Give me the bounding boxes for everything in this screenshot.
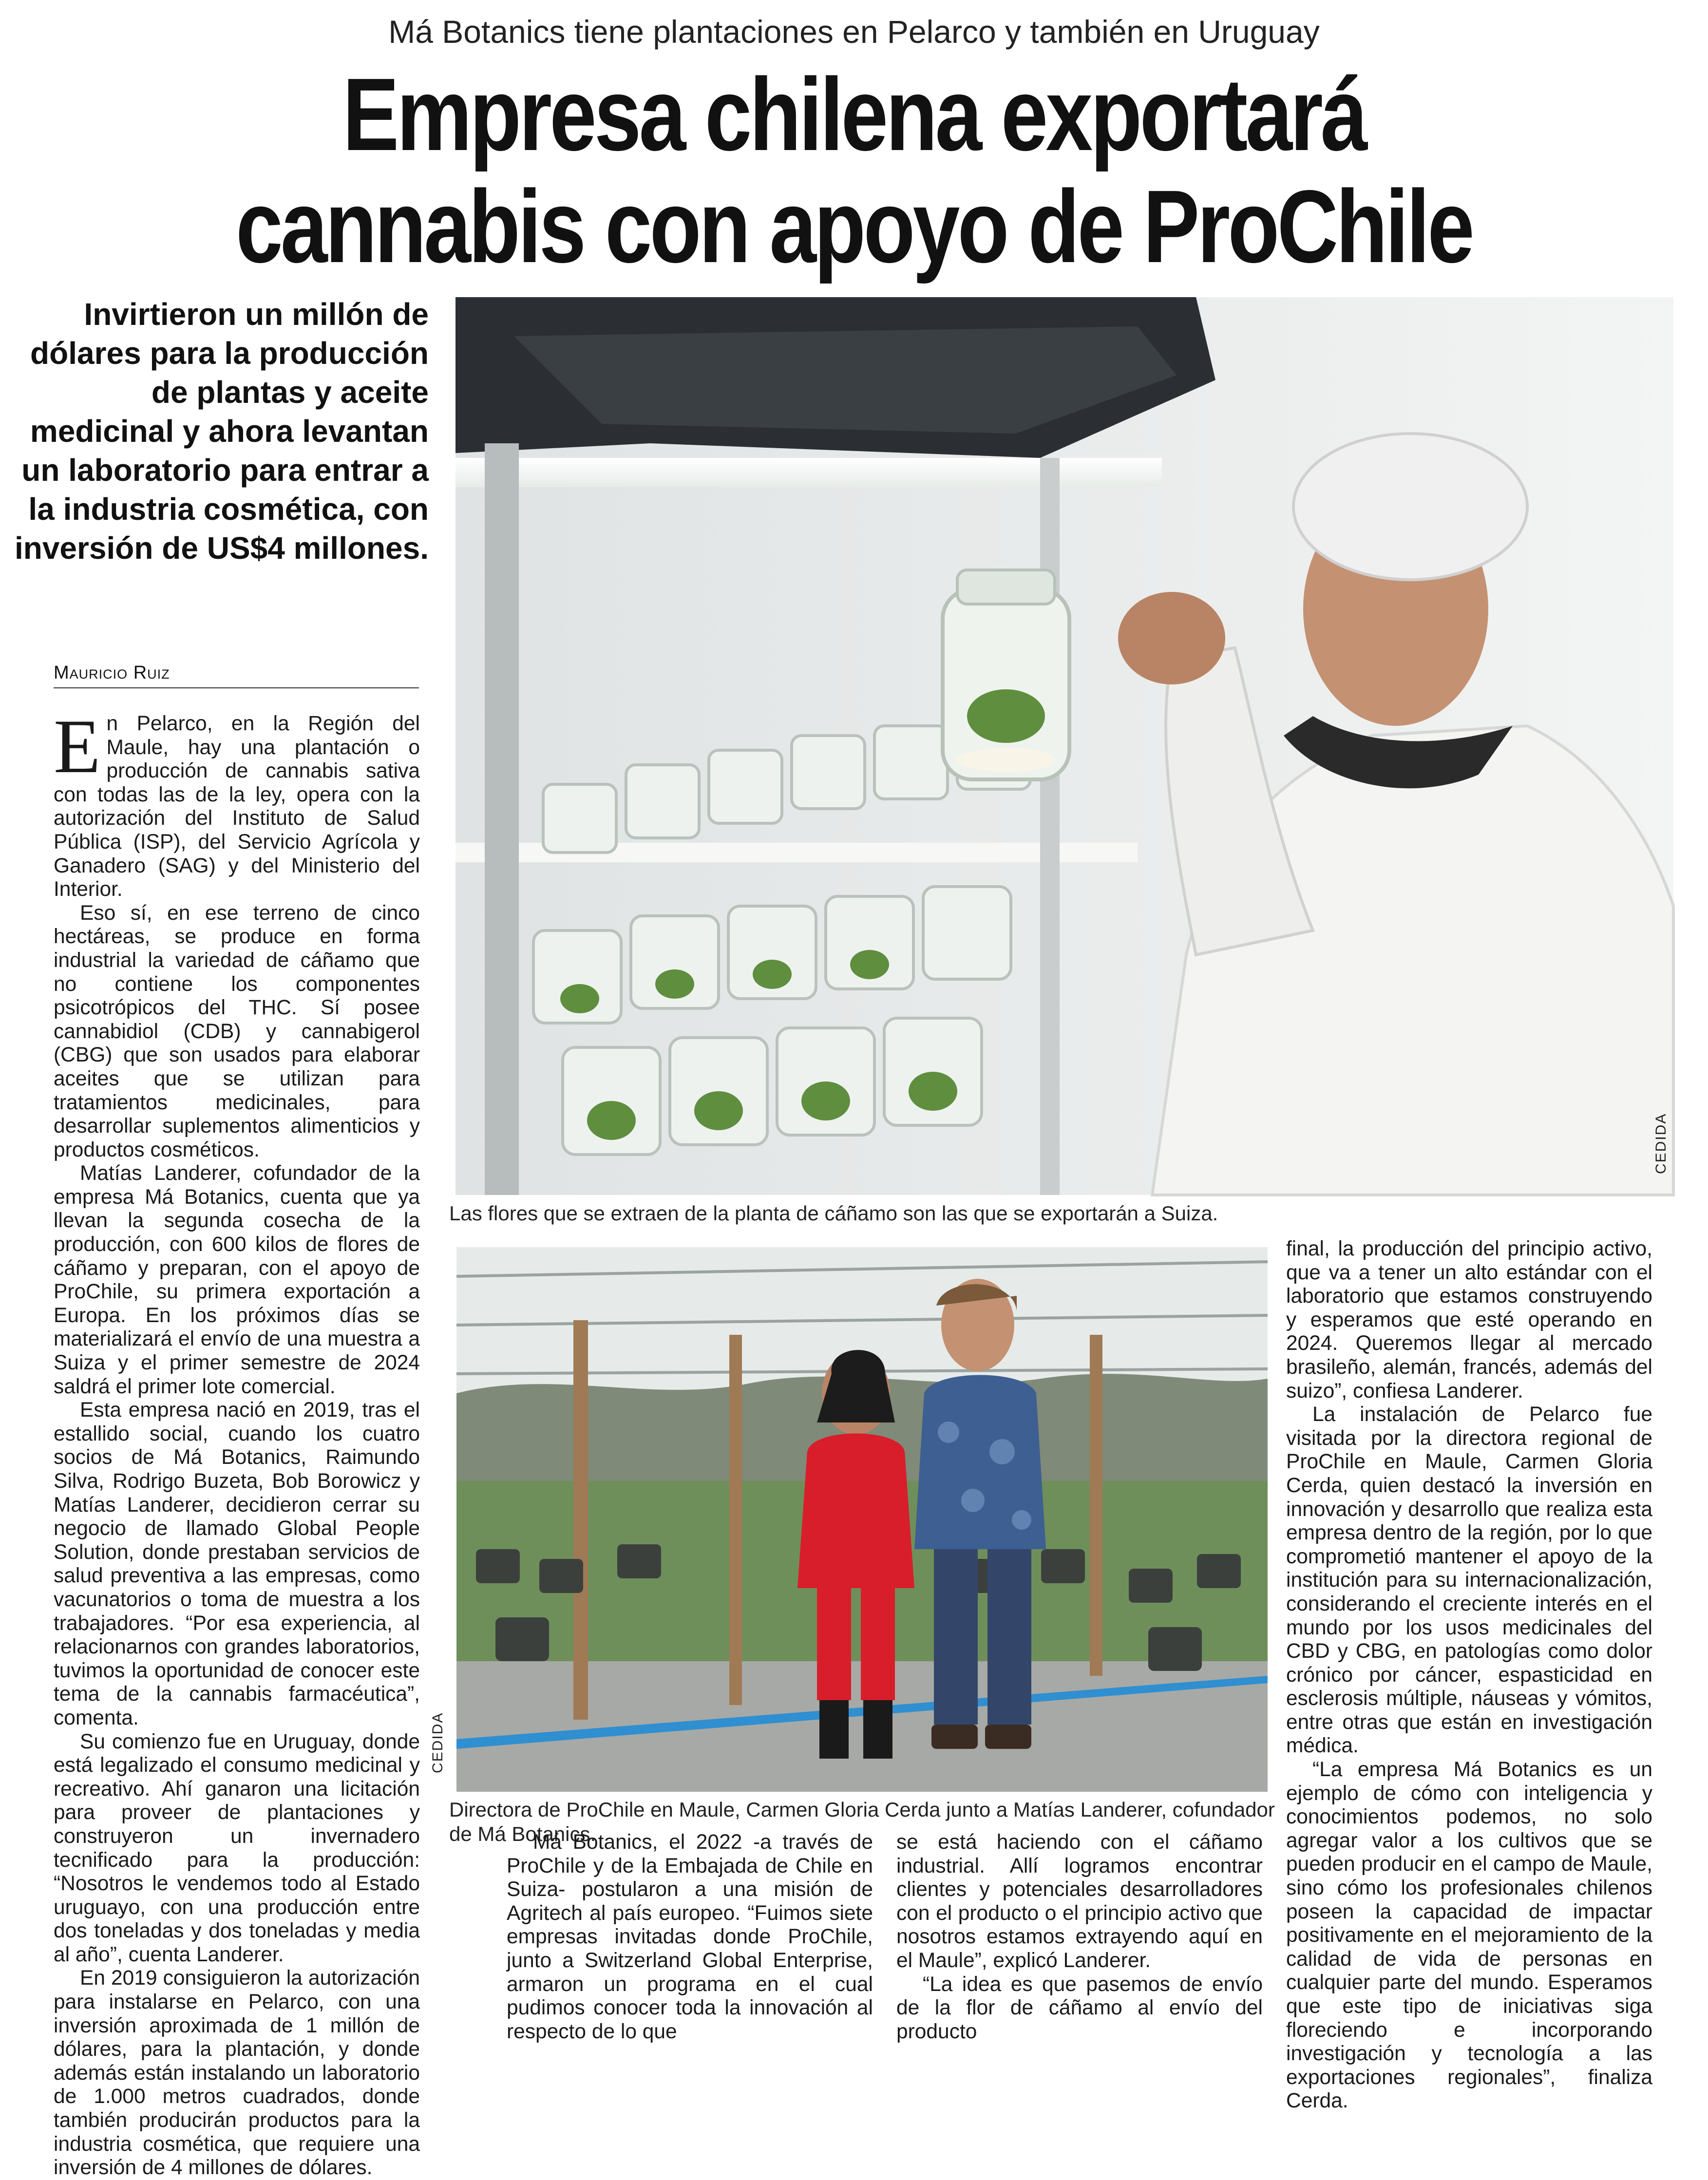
body-paragraph: Matías Landerer, cofundador de la empresa Má Botanics, cuenta que ya llevan la segunda cosecha de la producción, con 600 kilos de flores de cáñamo y preparan, con el apoyo de ProChile, su primera exportación a Europa. En los próximos días se materializará el envío de una muestra a Suiza y el primer semestre de 2024 saldrá el primer lote comercial. xyxy=(54,1162,420,1398)
body-paragraph: “La idea es que pasemos de envío de la flor de cáñamo al envío del producto xyxy=(896,1972,1263,2043)
kicker: Má Botanics tiene plantaciones en Pelarco y también en Uruguay xyxy=(388,14,1320,50)
body-column-1 xyxy=(54,704,420,2180)
body-paragraph: Eso sí, en ese terreno de cinco hectáreas, se produce en forma industrial la variedad de cáñamo que no contiene los componentes psicotrópicos del THC. Sí posee cannabidiol (CDB) y cannabigerol (CBG) que son usados para elaborar aceites que se utilizan para tratamientos medicinales, para desarrollar suplementos alimenticios y productos cosméticos. xyxy=(54,901,420,1161)
greenhouse-photo xyxy=(430,1247,1268,1792)
body-paragraph xyxy=(54,704,420,902)
body-column-3 xyxy=(896,1831,1263,2074)
greenhouse-photo-illustration xyxy=(456,1247,1268,1792)
lab-photo-illustration xyxy=(455,297,1673,1195)
body-column-2 xyxy=(507,1831,873,2074)
body-paragraph: En 2019 consiguieron la autorización para instalarse en Pelarco, con una inversión aproximada de 1 millón de dólares, para la plantación, y donde además están instalando un laboratorio de 1.000 metros cuadrados, donde también producirán productos para la industria cosmética, que requiere una inversión de 4 millones de dólares. xyxy=(54,1967,420,2180)
body-paragraph: “La empresa Má Botanics es un ejemplo de cómo con inteligencia y conocimientos podemos, no solo agregar valor a los cultivos que se pueden producir en el campo de Maule, sino cómo los profesionales chilenos poseen la capacidad de impactar positivamente en el mejoramiento de la calidad de vida de personas en cualquier parte del mundo. Esperamos que este tipo de iniciativas siga floreciendo e incorporando investigación y tecnología a las exportaciones regionales”, finaliza Cerda. xyxy=(1286,1758,1652,2113)
deck: Invirtieron un millón de dólares para la producción de plantas y aceite medicinal y ahora levantan un laboratorio para entrar a la industria cosmética, con inversión de US$4 millones. xyxy=(14,297,429,566)
paragraph-text: n Pelarco, en la Región del Maule, hay una plantación o producción de cannabis sativa con todas las de la ley, opera con la autorización del Instituto de Salud Pública (ISP), del Servicio Agrícola y Ganadero (SAG) y del Ministerio del Interior. xyxy=(54,712,420,901)
greenhouse-photo-credit: CEDIDA xyxy=(430,1712,446,1773)
headline-line-1: Empresa chilena exportará xyxy=(342,57,1366,172)
headline-line-2: cannabis con apoyo de ProChile xyxy=(236,169,1472,284)
greenhouse-photo-caption: Directora de ProChile en Maule, Carmen Gloria Cerda junto a Matías Landerer, cofundador de Má Botanics. xyxy=(449,1798,1275,1845)
body-column-4 xyxy=(1286,1237,1652,2113)
body-paragraph: Má Botanics, el 2022 -a través de ProChile y de la Embajada de Chile en Suiza- postularon a una misión de Agritech al país europeo. “Fuimos siete empresas invitadas donde ProChile, junto a Switzerland Global Enterprise, armaron un programa en el cual pudimos conocer toda la innovación al respecto de lo que xyxy=(507,1831,873,2043)
lab-photo-caption: Las flores que se extraen de la planta de cáñamo son las que se exportarán a Suiza. xyxy=(449,1202,1218,1225)
headline xyxy=(154,58,1555,283)
body-paragraph: final, la producción del principio activo, que va a tener un alto estándar con el laboratorio que estamos construyendo y esperamos que esté operando en 2024. Queremos llegar al mercado brasileño, alemán, francés, además del suizo”, confiesa Landerer. xyxy=(1286,1237,1652,1403)
body-paragraph: Su comienzo fue en Uruguay, donde está legalizado el consumo medicinal y recreativo. Ahí ganaron una licitación para proveer de plantaciones y construyeron un invernadero tecnificado para la producción: “Nosotros le vendemos todo al Estado uruguayo, con una producción entre dos toneladas y dos toneladas y media al año”, cuenta Landerer. xyxy=(54,1730,420,1966)
body-paragraph: La instalación de Pelarco fue visitada por la directora regional de ProChile en Maule, Carmen Gloria Cerda, quien destacó la inversión en innovación y desarrollo que realiza esta empresa dentro de la región, por lo que comprometió mantener el apoyo de la institución para su internacionalización, considerando el creciente interés en el mundo por los usos medicinales del CBD y CBG, en patologías como dolor crónico por cáncer, espasticidad en esclerosis múltiple, náuseas y vómitos, entre otras que están en investigación médica. xyxy=(1286,1403,1652,1758)
lab-photo xyxy=(455,297,1673,1195)
byline: Mauricio Ruiz xyxy=(54,663,419,688)
body-paragraph: Esta empresa nació en 2019, tras el estallido social, cuando los cuatro socios de Má Botanics, Raimundo Silva, Rodrigo Buzeta, Bob Borowicz y Matías Landerer, decidieron cerrar su negocio de llamado Global People Solution, donde prestaban servicios de salud preventiva a las empresas, como vacunatorios o toma de muestra a los trabajadores. “Por esa experiencia, al relacionarnos con grandes laboratorios, tuvimos la oportunidad de conocer este tema de la cannabis farmacéutica”, comenta. xyxy=(54,1399,420,1729)
lab-photo-credit: CEDIDA xyxy=(1653,1113,1669,1174)
drop-cap: E xyxy=(54,704,101,789)
body-paragraph: se está haciendo con el cáñamo industrial. Allí logramos encontrar clientes y potenciales desarrolladores con el producto o el principio activo que nosotros estamos extrayendo aquí en el Maule”, explicó Landerer. xyxy=(896,1831,1263,1972)
